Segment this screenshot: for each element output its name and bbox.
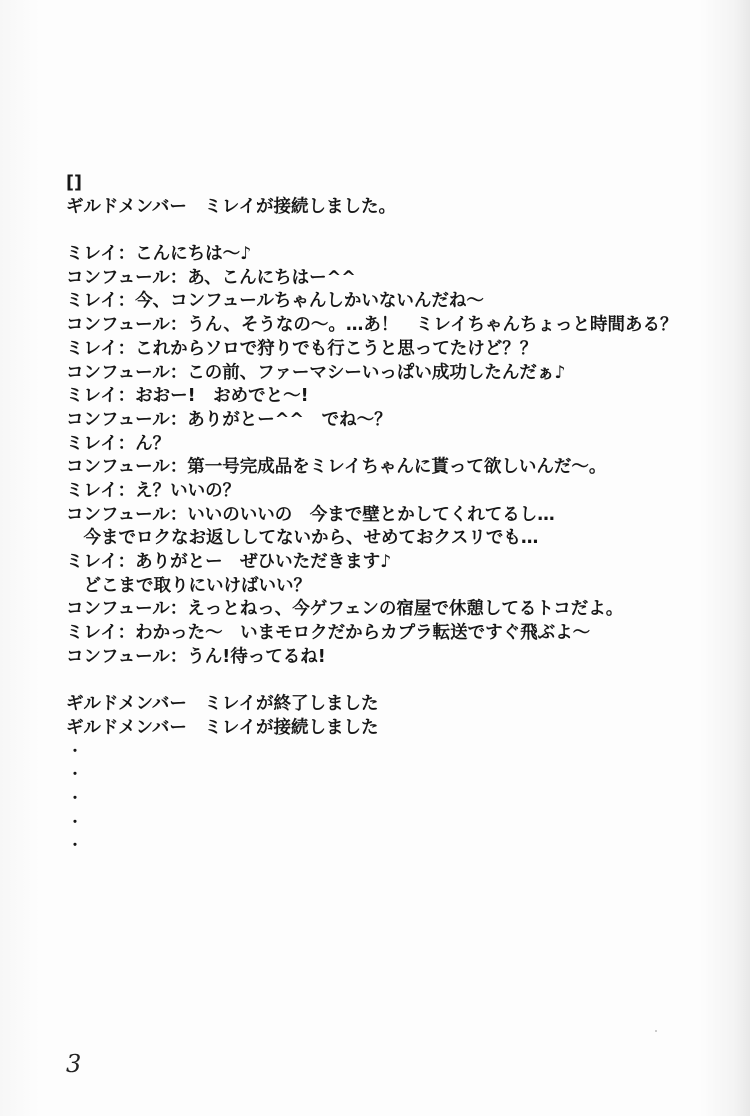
chat-line: コンフュール：この前、ファーマシーいっぱい成功したんだぁ♪: [66, 362, 566, 383]
chat-line: ミレイ：わかった～ いまモロクだからカプラ転送ですぐ飛ぶよ～: [66, 623, 591, 644]
ellipsis-dot: ・: [68, 814, 82, 831]
chat-line: コンフュール：ありがとー^^ でね～？: [66, 409, 392, 430]
chat-line: コンフュール：えっとねっ、今ゲフェンの宿屋で休憩してるトコだよ。: [66, 599, 624, 620]
ellipsis-dot: ・: [68, 743, 82, 760]
system-line: ギルドメンバー ミレイが接続しました: [66, 717, 379, 738]
ellipsis-dot: ・: [68, 767, 82, 784]
chat-line: コンフュール：うん!待ってるね!: [66, 646, 326, 667]
scan-speck: [655, 1030, 657, 1032]
chat-line: コンフュール：いいのいいの 今まで壁とかしてくれてるし…: [66, 504, 555, 525]
system-line: ギルドメンバー ミレイが終了しました: [66, 694, 379, 715]
chat-line: ギルドメンバー ミレイが接続しました。: [66, 196, 397, 217]
chat-line: どこまで取りにいけばいい？: [66, 575, 311, 596]
chat-line: コンフュール：第一号完成品をミレイちゃんに貰って欲しいんだ～。: [66, 457, 607, 478]
ellipsis-dot: ・: [68, 790, 82, 807]
chat-log: [66, 172, 706, 859]
chat-line: コンフュール：うん、そうなの～。…あ！ ミレイちゃんちょっと時間ある？: [66, 315, 678, 336]
chat-line: ミレイ：ん？: [66, 433, 171, 454]
chat-line: ミレイ：え？いいの？: [66, 480, 241, 501]
chat-line: ミレイ：これからソロで狩りでも行こうと思ってたけど？？: [66, 338, 538, 359]
chat-line: ミレイ：おおー! おめでと～!: [66, 386, 309, 407]
chat-line: ミレイ：今、コンフュールちゃんしかいないんだね～: [66, 291, 484, 312]
blank-line: [66, 219, 706, 243]
chat-line: ミレイ：こんにちは～♪: [66, 244, 252, 265]
ellipsis-dot: ・: [68, 838, 82, 855]
page-number: 3: [66, 1050, 82, 1078]
blank-line: [66, 669, 706, 693]
header-mark: []: [66, 173, 82, 193]
chat-line: コンフュール：あ、こんにちはー^^: [66, 267, 356, 288]
chat-line: 今までロクなお返ししてないから、せめておクスリでも…: [66, 528, 539, 549]
chat-line: ミレイ：ありがとー ぜひいただきます♪: [66, 552, 392, 572]
